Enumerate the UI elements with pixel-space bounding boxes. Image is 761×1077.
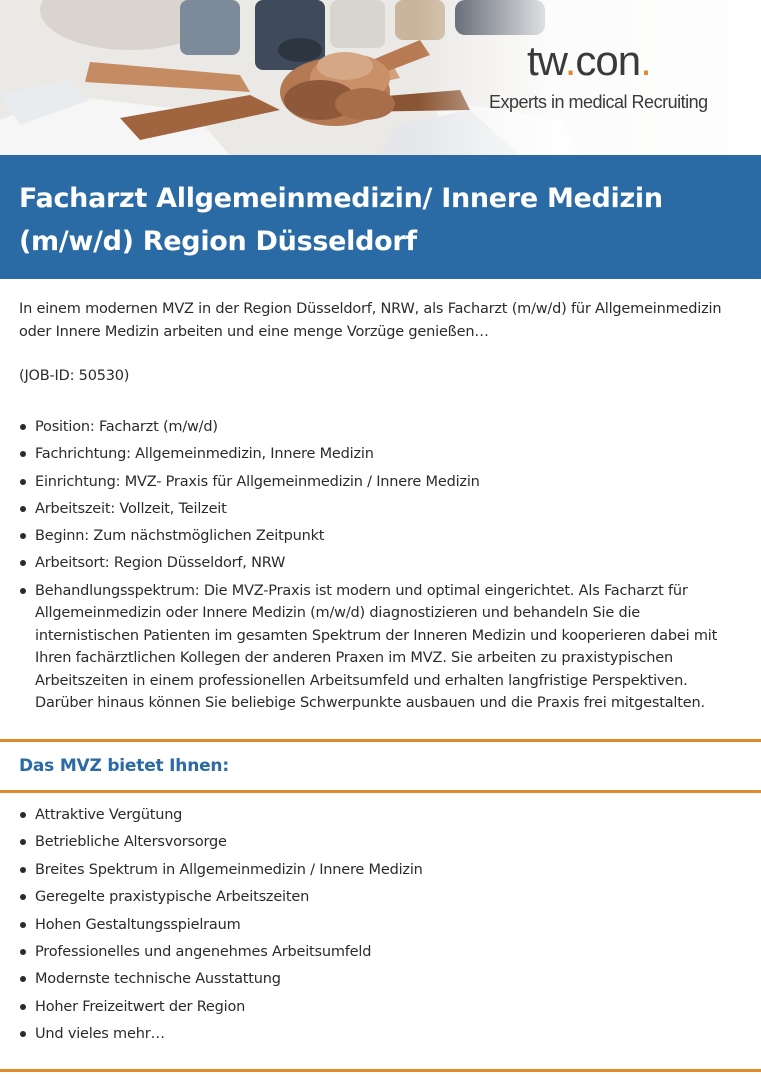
list-item: Hohen Gestaltungsspielraum [19, 914, 744, 936]
logo-tagline: Experts in medical Recruiting [489, 92, 708, 112]
list-item: Arbeitsort: Region Düsseldorf, NRW [19, 552, 744, 575]
divider [0, 739, 761, 742]
divider [0, 790, 761, 793]
twcon-logo [461, 30, 761, 125]
list-item: Modernste technische Ausstattung [19, 968, 744, 990]
list-item: Fachrichtung: Allgemeinmedizin, Innere Medizin [19, 443, 744, 466]
list-item: Position: Facharzt (m/w/d) [19, 416, 744, 439]
list-item: Und vieles mehr… [19, 1023, 744, 1045]
list-item: Professionelles und angenehmes Arbeitsumfeld [19, 941, 744, 963]
hero-banner [0, 0, 761, 155]
logo-wordmark: tw.con. [527, 37, 651, 84]
list-item: Behandlungsspektrum: Die MVZ-Praxis ist modern und optimal eingerichtet. Als Facharzt für Allgemeinmedizin oder Innere Medizin (m/w/d) diagnostizieren und behandeln Sie die internistischen Patienten im gesamten Spektrum der Inneren Medizin und kooperieren dabei mit Ihren fachärztlichen Kollegen der anderen Praxen im MVZ. Sie arbeiten zu praxistypischen Arbeitszeiten in einem professionellen Arbeitsumfeld und erhalten langfristige Perspektiven. Darüber hinaus können Sie beliebige Schwerpunkte ausbauen und die Praxis frei mitgestalten. [19, 580, 744, 715]
list-item: Betriebliche Altersvorsorge [19, 831, 744, 853]
list-item: Beginn: Zum nächstmöglichen Zeitpunkt [19, 525, 744, 548]
title-banner [0, 155, 761, 279]
list-item: Einrichtung: MVZ- Praxis für Allgemeinmedizin / Innere Medizin [19, 471, 744, 494]
job-intro [19, 298, 744, 343]
list-item: Hoher Freizeitwert der Region [19, 996, 744, 1018]
divider [0, 1069, 761, 1072]
job-facts-list [19, 416, 744, 720]
list-item: Geregelte praxistypische Arbeitszeiten [19, 886, 744, 908]
benefits-heading: Das MVZ bietet Ihnen: [19, 756, 229, 776]
benefits-list [19, 804, 744, 1051]
list-item: Attraktive Vergütung [19, 804, 744, 826]
intro-text: In einem modernen MVZ in der Region Düsseldorf, NRW, als Facharzt (m/w/d) für Allgemeinmedizin oder Innere Medizin arbeiten und eine menge Vorzüge genießen… [19, 301, 722, 340]
job-id: (JOB-ID: 50530) [19, 368, 130, 384]
job-title: Facharzt Allgemeinmedizin/ Innere Medizin (m/w/d) Region Düsseldorf [19, 183, 663, 257]
list-item: Breites Spektrum in Allgemeinmedizin / Innere Medizin [19, 859, 744, 881]
list-item: Arbeitszeit: Vollzeit, Teilzeit [19, 498, 744, 521]
